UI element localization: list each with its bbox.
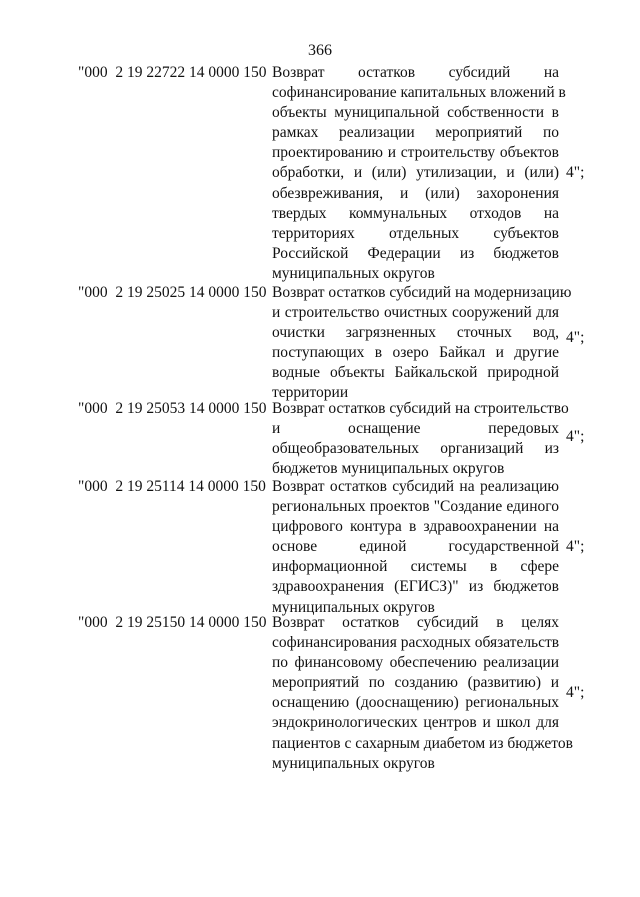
description-line: бюджетов муниципальных округов xyxy=(272,460,505,478)
entry-suffix: 4"; xyxy=(566,164,585,181)
entry-description xyxy=(272,63,566,284)
description-line: цифрового контура в здравоохранении на xyxy=(272,518,559,536)
entry-suffix: 4"; xyxy=(566,329,585,346)
description-line: проектированию и строительству объектов xyxy=(272,144,559,162)
description-line: водные объекты Байкальской природной xyxy=(272,364,559,382)
description-line: территориях отдельных субъектов xyxy=(272,224,559,242)
entry-suffix: 4"; xyxy=(566,684,585,701)
description-line: Возврат остатков субсидий на реализацию xyxy=(272,478,559,495)
description-line: Возврат остатков субсидий в целях xyxy=(272,614,559,631)
description-line: очистки загрязненных сточных вод, xyxy=(272,324,559,342)
description-line: и строительство очистных сооружений для xyxy=(272,304,559,322)
description-line: здравоохранения (ЕГИСЗ)" из бюджетов xyxy=(272,578,559,596)
description-line: рамках реализации мероприятий по xyxy=(272,124,559,142)
description-line: муниципальных округов xyxy=(272,264,435,282)
entry-description xyxy=(272,283,572,404)
description-line: основе единой государственной xyxy=(272,538,559,556)
description-line: обезвреживания, и (или) захоронения xyxy=(272,184,559,202)
description-line: региональных проектов "Создание единого xyxy=(272,498,559,516)
entry-suffix: 4"; xyxy=(566,538,585,555)
description-line: пациентов с сахарным диабетом из бюджетов xyxy=(272,734,573,752)
description-line: оснащению (дооснащению) региональных xyxy=(272,694,559,712)
description-line: софинансирования расходных обязательств xyxy=(272,634,560,652)
description-line: информационной системы в сфере xyxy=(272,558,559,576)
description-line: твердых коммунальных отходов на xyxy=(272,204,559,222)
description-line: Возврат остатков субсидий на модернизацию xyxy=(272,284,572,301)
description-line: объекты муниципальной собственности в xyxy=(272,104,559,122)
page-number: 366 xyxy=(308,42,332,59)
description-line: Возврат остатков субсидий на xyxy=(272,64,559,81)
budget-code: "000 2 19 25053 14 0000 150 xyxy=(78,400,267,417)
entry-suffix: 4"; xyxy=(566,428,585,445)
description-line: Российской Федерации из бюджетов xyxy=(272,244,559,262)
description-line: обработки, и (или) утилизации, и (или) xyxy=(272,164,559,182)
description-line: муниципальных округов xyxy=(272,754,435,772)
budget-code: "000 2 19 25114 14 0000 150 xyxy=(78,478,266,495)
description-line: Возврат остатков субсидий на строительство xyxy=(272,400,569,417)
description-line: общеобразовательных организаций из xyxy=(272,440,559,458)
description-line: софинансирование капитальных вложений в xyxy=(272,84,566,102)
description-line: муниципальных округов xyxy=(272,598,435,616)
entry-description xyxy=(272,613,573,774)
budget-code: "000 2 19 25025 14 0000 150 xyxy=(78,284,267,301)
description-line: эндокринологических центров и школ для xyxy=(272,714,559,732)
description-line: по финансовому обеспечению реализации xyxy=(272,654,559,672)
budget-code: "000 2 19 25150 14 0000 150 xyxy=(78,614,267,631)
description-line: и оснащение передовых xyxy=(272,420,559,438)
description-line: поступающих в озеро Байкал и другие xyxy=(272,344,559,362)
entry-description xyxy=(272,477,559,618)
description-line: мероприятий по созданию (развитию) и xyxy=(272,674,559,692)
entry-description xyxy=(272,399,569,479)
description-line: территории xyxy=(272,384,349,402)
budget-code: "000 2 19 22722 14 0000 150 xyxy=(78,64,267,81)
